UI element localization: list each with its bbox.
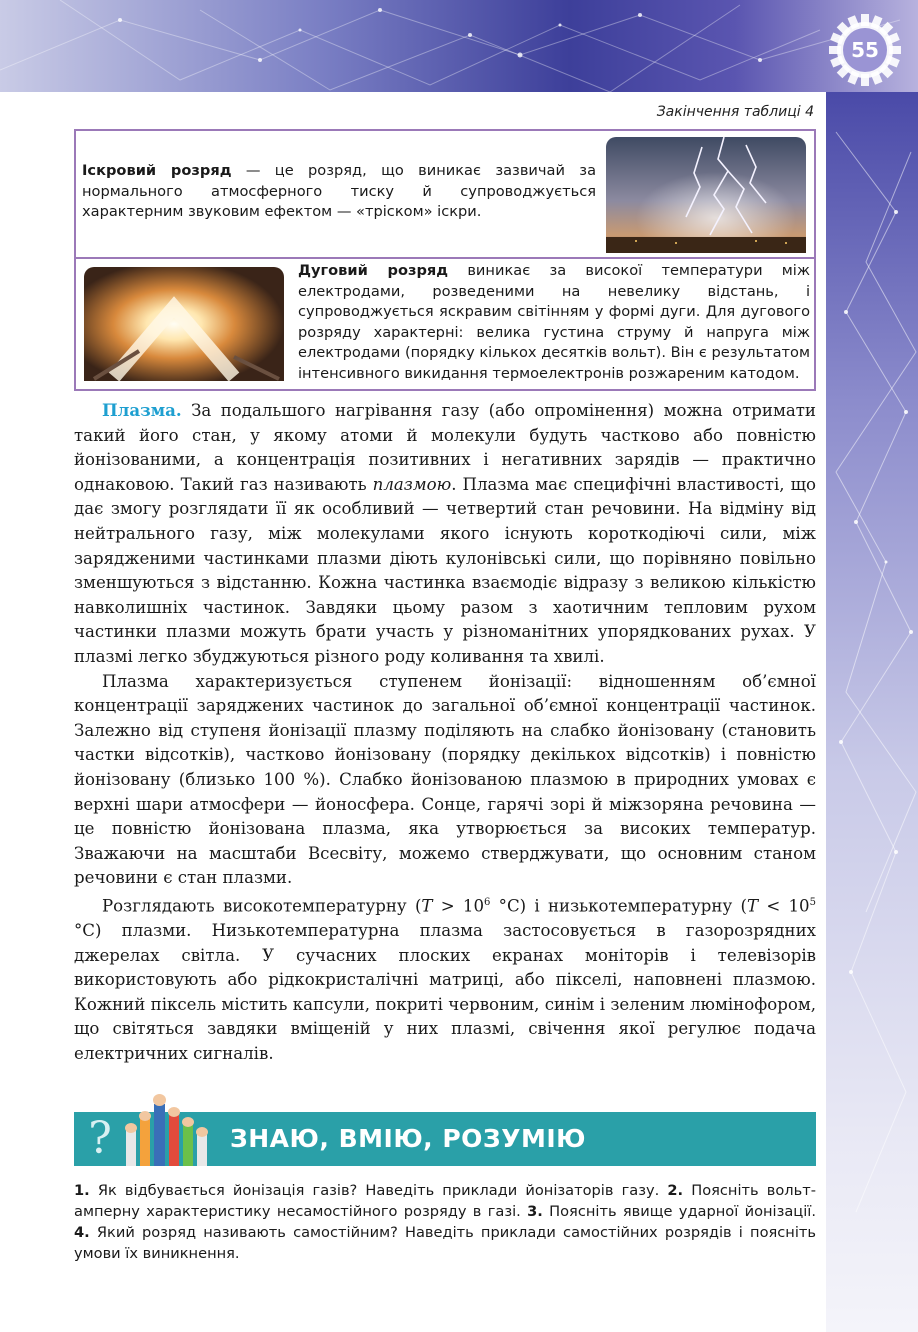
quiz-section-title: ЗНАЮ, ВМІЮ, РОЗУМІЮ	[230, 1124, 586, 1153]
paragraph-text: < 10	[758, 896, 810, 916]
exponent: 6	[484, 896, 491, 908]
paragraph-text: . Плазма має специфічні властивості, що дає змогу розглядати її як особливий — четвертий стан речовини. На відміну від нейтрального газу, між молекулами якого існують короткодіючі сили, між зарядженими частинками плазми діють кулонівські сили, що порівняно повільно зменшуються з відстанню. Кожна частинка взаємодіє відразу з великою кількістю навколишніх частинок. Завдяки цьому разом з хаотичним тепловим рухом частинки плазми можуть брати участь у різноманітних упорядкованих рухах. У плазмі легко збуджуються різного роду коливання та хвилі.	[74, 474, 816, 666]
question-text: Поясніть явище ударної йонізації.	[542, 1203, 816, 1220]
question-number: 4.	[74, 1224, 90, 1241]
table-row	[76, 259, 814, 389]
electric-arc-photo	[84, 267, 284, 381]
question-mark-icon: ?	[88, 1113, 112, 1164]
page-number: 55	[851, 38, 879, 62]
lightning-photo	[606, 137, 806, 253]
question-number: 2.	[667, 1182, 684, 1199]
paragraph-text: За подальшого нагрівання газу (або опромінення) можна отримати такий його стан, у якому атоми й молекули будуть частково або повністю йонізованими, а концентрація позитивних і негативних зарядів — практично однаковою. Такий газ називають	[74, 401, 816, 494]
header-band	[0, 0, 918, 92]
plasma-term: плазмою	[372, 474, 452, 494]
paragraph-temperature-types	[74, 891, 816, 1067]
table-row	[76, 131, 814, 259]
spark-discharge-definition	[82, 161, 596, 223]
raised-hands-icon	[120, 1090, 220, 1166]
symbol-T: T	[421, 896, 433, 916]
paragraph-text: Розглядають високотемпературну (	[102, 896, 422, 916]
term-arc-discharge: Дуговий розряд	[298, 262, 449, 279]
paragraph-text: °C) і низькотемпературну (	[490, 896, 747, 916]
paragraph-plasma-intro	[74, 398, 816, 670]
definition-text: виникає за високої температури між електродами, розведеними на невелику відстань, і супроводжується яскравим світінням у формі дуги. Для дугового розряду характерні: велика густина струму й напруга між електродами (порядку кількох десятків вольт). Він є результатом інтенсивного викидання термоелектронів розжареним катодом.	[298, 262, 811, 382]
question-text: Поясніть вольт-амперну характеристику несамостійного розряду в газі.	[74, 1182, 816, 1220]
arc-discharge-definition	[298, 261, 810, 384]
table-caption: Закінчення таблиці 4	[656, 104, 814, 120]
side-constellation-pattern	[826, 92, 918, 1332]
paragraph-text: °C) плазми. Низькотемпературна плазма застосовується в газорозрядних джерелах світла. У сучасних плоских екранах моніторів і телевізорів використовують або рідкокристалічні матриці, або пікселі, наповнені плазмою. Кожний піксель містить капсули, покриті червоним, синім і зеленим люмінофором, що світяться завдяки вміщеній у них плазмі, свічення якої регулює подача електричних сигналів.	[74, 921, 816, 1063]
question-number: 1.	[74, 1182, 90, 1199]
question-text: Як відбувається йонізація газів? Наведіть приклади йонізаторів газу.	[89, 1182, 668, 1199]
exponent: 5	[809, 896, 816, 908]
side-band	[826, 92, 918, 1332]
question-number: 3.	[527, 1203, 543, 1220]
paragraph-ionization-degree: Плазма характеризується ступенем йонізації: відношенням об’ємної концентрації заряджених частинок до загальної об’ємної концентрації частинок. Залежно від ступеня йонізації плазму поділяють на слабко йонізовану (становить частки відсотків), частково йонізовану (порядку декількох відсотків) і повністю йонізовану (близько 100 %). Слабко йонізованою плазмою в природних умовах є верхні шари атмосфери — йоносфера. Сонце, гарячі зорі й міжзоряна речовина — це повністю йонізована плазма, яка утворюється за високих температур. Зважаючи на масштаби Всесвіту, можемо стверджувати, що основним станом речовини є стан плазми.	[74, 671, 816, 888]
paragraph-text: > 10	[432, 896, 485, 916]
main-text	[74, 398, 816, 1067]
plasma-heading: Плазма.	[102, 400, 182, 420]
review-questions	[74, 1180, 816, 1264]
symbol-T: T	[746, 896, 759, 916]
constellation-pattern	[0, 0, 918, 92]
term-spark-discharge: Іскровий розряд	[82, 162, 232, 179]
definitions-table	[74, 129, 816, 391]
question-text: Який розряд називають самостійним? Наведіть приклади самостійних розрядів і поясніть умови їх виникнення.	[74, 1224, 816, 1262]
definition-text: — це розряд, що виникає зазвичай за нормального атмосферного тиску й супроводжується характерним звуковим ефектом — «тріском» іскри.	[82, 162, 597, 220]
